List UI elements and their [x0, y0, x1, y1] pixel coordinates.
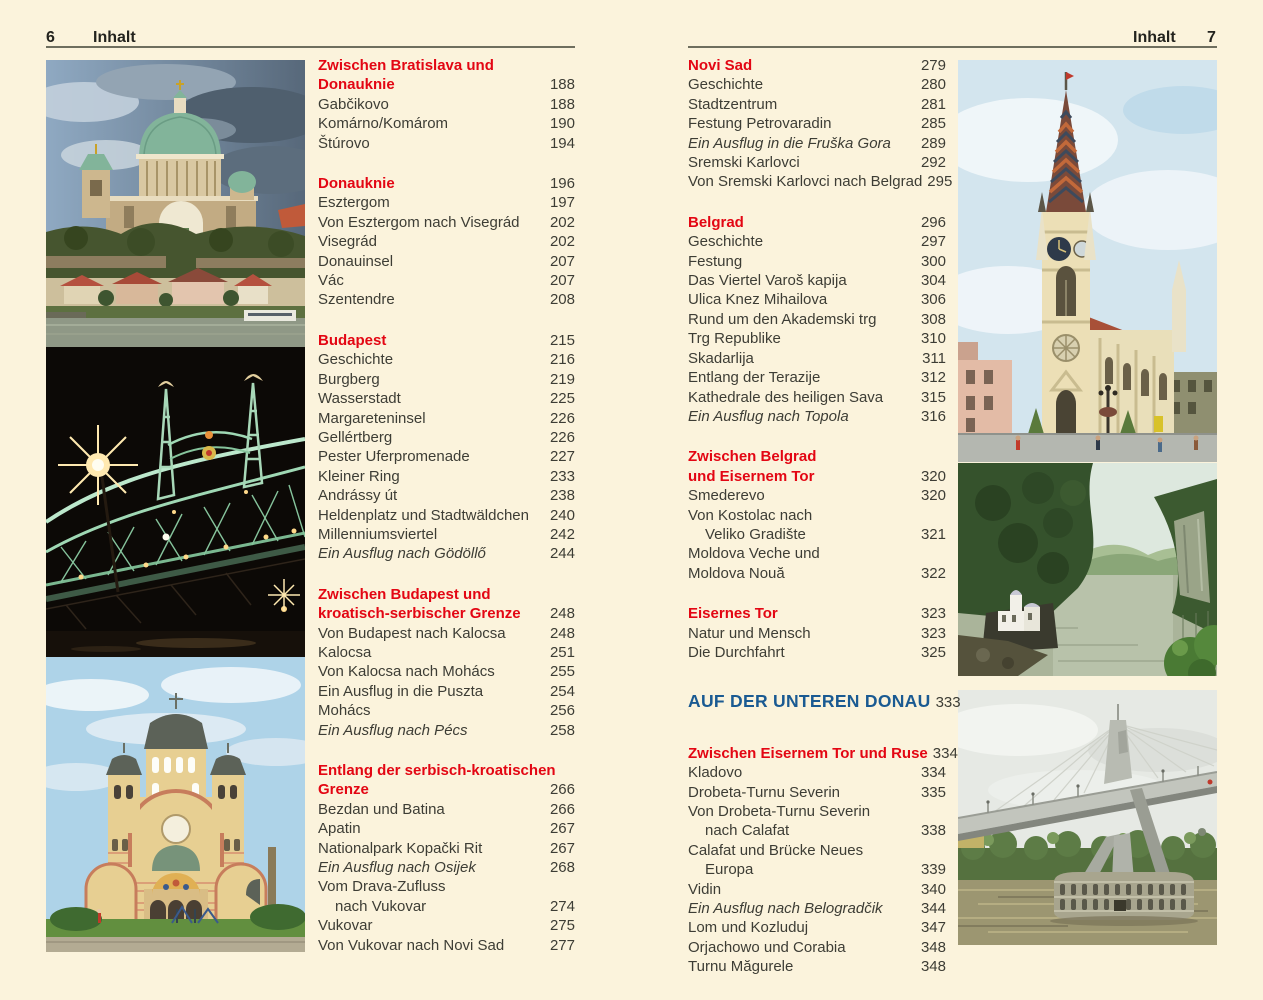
toc-entry	[688, 134, 946, 153]
toc-chapter-heading	[688, 447, 946, 466]
toc-entry	[688, 506, 946, 525]
toc-chapter-heading	[318, 75, 575, 94]
left-header-label: Inhalt	[93, 29, 136, 46]
toc-entry-label: Gabčikovo	[318, 95, 389, 113]
toc-entry	[318, 839, 575, 858]
toc-entry	[318, 389, 575, 408]
toc-entry-label: Kathedrale des heiligen Sava	[688, 388, 884, 406]
iron-gates-gorge-photo	[958, 463, 1217, 676]
toc-entry-label: Ulica Knez Mihailova	[688, 291, 828, 309]
toc-entry	[318, 486, 575, 505]
toc-entry	[688, 310, 946, 329]
toc-entry-label: Entlang der Terazije	[688, 369, 821, 387]
toc-entry-page-number: 197	[549, 194, 575, 212]
toc-entry-page-number: 334	[932, 744, 958, 762]
toc-entry-label: Stadtzentrum	[688, 95, 778, 113]
toc-entry	[688, 763, 946, 782]
toc-entry	[688, 899, 946, 918]
toc-section	[318, 174, 575, 310]
toc-entry	[318, 721, 575, 740]
toc-entry-label: Vukovar	[318, 917, 373, 935]
toc-entry-page-number: 289	[920, 134, 946, 152]
toc-part-heading	[688, 691, 961, 712]
toc-entry-page-number: 335	[920, 783, 946, 801]
toc-entry-page-number: 242	[549, 525, 575, 543]
toc-entry-label: Entlang der serbisch-kroatischen	[318, 762, 556, 779]
toc-entry	[688, 271, 946, 290]
toc-entry-page-number: 277	[549, 936, 575, 954]
toc-entry-label: Zwischen Eisernem Tor und Ruse	[688, 744, 928, 762]
toc-entry	[318, 800, 575, 819]
toc-entry	[688, 544, 946, 563]
toc-chapter-heading	[318, 604, 575, 623]
left-page-number: 6	[46, 29, 55, 46]
toc-entry-label: Nationalpark Kopački Rit	[318, 839, 483, 857]
toc-section	[688, 213, 946, 426]
toc-entry-page-number: 190	[549, 115, 575, 133]
toc-entry	[318, 877, 575, 896]
toc-entry-page-number: 292	[920, 154, 946, 172]
toc-chapter-heading	[318, 174, 575, 193]
toc-entry-label: Ein Ausflug in die Fruška Gora	[688, 134, 891, 152]
toc-entry-page-number: 339	[920, 861, 946, 879]
toc-entry	[318, 643, 575, 662]
toc-entry-page-number: 240	[549, 506, 575, 524]
apatin-orthodox-church-photo	[46, 657, 305, 952]
toc-entry-label: Heldenplatz und Stadtwäldchen	[318, 506, 529, 524]
toc-entry	[688, 918, 946, 937]
toc-entry-label: Apatin	[318, 820, 361, 838]
toc-entry	[688, 643, 946, 662]
new-europe-bridge-photo	[958, 690, 1217, 945]
toc-entry-page-number: 306	[920, 291, 946, 309]
toc-entry	[318, 897, 575, 916]
toc-entry-page-number: 258	[549, 721, 575, 739]
toc-entry-label: AUF DER UNTEREN DONAU	[688, 691, 931, 712]
toc-entry-label: Geschichte	[688, 76, 764, 94]
toc-entry-page-number: 225	[549, 390, 575, 408]
toc-entry-label: Orjachowo und Corabia	[688, 938, 846, 956]
toc-entry-label: Von Vukovar nach Novi Sad	[318, 936, 505, 954]
toc-entry-page-number: 315	[920, 388, 946, 406]
toc-chapter-heading	[318, 780, 575, 799]
toc-entry-page-number: 340	[920, 880, 946, 898]
toc-entry-page-number: 219	[549, 370, 575, 388]
toc-entry	[688, 802, 946, 821]
toc-entry-label: Komárno/Komárom	[318, 115, 449, 133]
toc-chapter-heading	[318, 585, 575, 604]
toc-entry	[318, 858, 575, 877]
right-header-rule	[688, 46, 1217, 48]
toc-entry-page-number: 297	[920, 233, 946, 251]
toc-entry-label: kroatisch-serbischer Grenze	[318, 605, 521, 623]
toc-entry-label: Andrássy út	[318, 487, 398, 505]
toc-entry-label: Margareteninsel	[318, 409, 426, 427]
toc-entry	[688, 938, 946, 957]
toc-entry-page-number: 227	[549, 448, 575, 466]
toc-entry	[688, 368, 946, 387]
toc-entry	[688, 486, 946, 505]
toc-entry-page-number: 347	[920, 919, 946, 937]
toc-chapter-heading	[688, 467, 946, 486]
right-header-label: Inhalt	[1133, 29, 1176, 46]
toc-entry-page-number: 226	[549, 409, 575, 427]
toc-entry-label: Eisernes Tor	[688, 605, 778, 623]
toc-entry	[318, 525, 575, 544]
toc-entry	[318, 290, 575, 309]
toc-entry	[318, 544, 575, 563]
toc-entry	[318, 936, 575, 955]
toc-entry-label: Sremski Karlovci	[688, 154, 800, 172]
toc-entry-label: Von Drobeta-Turnu Severin	[688, 803, 871, 820]
toc-entry-label: Wasserstadt	[318, 390, 401, 408]
toc-entry-label: nach Vukovar	[335, 897, 427, 915]
toc-entry-page-number: 325	[920, 643, 946, 661]
toc-entry-label: Kalocsa	[318, 643, 372, 661]
toc-entry-label: Zwischen Bratislava und	[318, 57, 494, 74]
toc-entry	[688, 75, 946, 94]
toc-entry-page-number: 194	[549, 134, 575, 152]
toc-entry-page-number: 244	[549, 545, 575, 563]
toc-chapter-heading	[688, 744, 958, 763]
toc-entry-label: Novi Sad	[688, 57, 753, 74]
toc-section	[688, 56, 953, 192]
toc-entry-label: Bezdan und Batina	[318, 800, 445, 818]
toc-entry	[688, 525, 946, 544]
toc-entry-label: Vác	[318, 272, 344, 290]
toc-chapter-heading	[318, 331, 575, 350]
toc-section	[318, 56, 575, 153]
toc-entry	[318, 134, 575, 153]
toc-entry-page-number: 266	[549, 781, 575, 799]
toc-entry	[688, 564, 946, 583]
toc-entry	[318, 95, 575, 114]
toc-entry-label: Die Durchfahrt	[688, 643, 785, 661]
toc-entry-page-number: 274	[549, 897, 575, 915]
toc-entry-page-number: 248	[549, 605, 575, 623]
novi-sad-church-photo	[958, 60, 1217, 462]
toc-entry	[318, 916, 575, 935]
toc-entry	[688, 841, 946, 860]
toc-entry-label: Belgrad	[688, 213, 744, 231]
toc-entry	[688, 232, 946, 251]
toc-entry	[688, 860, 946, 879]
toc-entry-page-number: 296	[920, 213, 946, 231]
toc-entry-label: Millenniumsviertel	[318, 525, 438, 543]
toc-entry-page-number: 310	[920, 330, 946, 348]
toc-entry	[318, 193, 575, 212]
toc-entry-label: Donauknie	[318, 76, 395, 94]
liberty-bridge-night-photo	[46, 347, 305, 657]
toc-entry-label: Burgberg	[318, 370, 380, 388]
toc-entry-label: Von Kalocsa nach Mohács	[318, 663, 495, 681]
toc-entry-label: Moldova Nouă	[688, 564, 785, 582]
toc-entry-page-number: 323	[920, 624, 946, 642]
toc-entry-page-number: 334	[920, 764, 946, 782]
toc-entry-label: Von Budapest nach Kalocsa	[318, 624, 506, 642]
toc-entry-page-number: 279	[920, 57, 946, 74]
toc-entry-page-number: 202	[549, 233, 575, 251]
toc-entry	[318, 232, 575, 251]
toc-entry	[688, 290, 946, 309]
toc-entry-label: Mohács	[318, 702, 371, 720]
toc-part-section	[688, 691, 961, 712]
toc-entry	[318, 624, 575, 643]
toc-entry-page-number: 196	[549, 175, 575, 193]
toc-entry-page-number: 304	[920, 272, 946, 290]
toc-entry-label: und Eisernem Tor	[688, 467, 815, 485]
toc-entry	[318, 467, 575, 486]
toc-entry	[688, 880, 946, 899]
toc-entry-page-number: 207	[549, 272, 575, 290]
new-europe-bridge-illustration	[958, 690, 1217, 945]
toc-entry	[688, 153, 946, 172]
toc-entry	[318, 409, 575, 428]
toc-entry-label: Drobeta-Turnu Severin	[688, 783, 841, 801]
toc-section	[318, 761, 575, 955]
toc-entry-label: Grenze	[318, 781, 369, 799]
toc-entry	[688, 172, 953, 191]
toc-entry-page-number: 285	[920, 115, 946, 133]
toc-entry	[688, 388, 946, 407]
toc-entry-page-number: 348	[920, 938, 946, 956]
esztergom-basilica-photo	[46, 60, 305, 347]
toc-entry-label: Skadarlija	[688, 349, 754, 367]
iron-gates-gorge-illustration	[958, 463, 1217, 676]
toc-entry-page-number: 322	[920, 564, 946, 582]
toc-entry-label: Festung	[688, 252, 743, 270]
toc-entry-page-number: 321	[920, 525, 946, 543]
toc-entry-page-number: 267	[549, 839, 575, 857]
toc-entry-label: Ein Ausflug nach Osijek	[318, 859, 476, 877]
toc-entry-label: Das Viertel Varoš kapija	[688, 272, 847, 290]
toc-entry-label: Lom und Kozluduj	[688, 919, 809, 937]
toc-entry-label: Zwischen Budapest und	[318, 585, 491, 603]
toc-entry-label: Esztergom	[318, 194, 390, 212]
toc-entry-label: Kladovo	[688, 764, 743, 782]
toc-entry-label: Ein Ausflug nach Belogradčik	[688, 900, 883, 918]
toc-entry-page-number: 320	[920, 467, 946, 485]
toc-entry-label: nach Calafat	[705, 822, 790, 840]
toc-entry-page-number: 275	[549, 917, 575, 935]
toc-entry-label: Von Sremski Karlovci nach Belgrad	[688, 173, 923, 191]
toc-entry	[318, 271, 575, 290]
toc-entry-label: Von Esztergom nach Visegrád	[318, 213, 520, 231]
toc-entry-page-number: 226	[549, 428, 575, 446]
toc-entry-page-number: 333	[935, 694, 961, 712]
toc-entry-label: Moldova Veche und	[688, 545, 820, 563]
toc-entry-page-number: 215	[549, 331, 575, 349]
toc-section	[688, 447, 946, 583]
toc-entry-label: Festung Petrovaradin	[688, 115, 832, 133]
toc-entry-label: Rund um den Akademski trg	[688, 310, 877, 328]
toc-entry-page-number: 233	[549, 467, 575, 485]
toc-entry	[318, 350, 575, 369]
toc-entry	[318, 252, 575, 271]
toc-entry-page-number: 311	[922, 349, 946, 367]
toc-entry-page-number: 254	[549, 682, 575, 700]
toc-entry-label: Gellértberg	[318, 428, 393, 446]
left-header-rule	[46, 46, 575, 48]
esztergom-basilica-illustration	[46, 60, 305, 347]
toc-column-left	[318, 56, 575, 976]
toc-entry-label: Zwischen Belgrad	[688, 448, 817, 466]
toc-entry-label: Geschichte	[318, 351, 394, 369]
toc-section	[318, 585, 575, 740]
toc-entry-label: Štúrovo	[318, 134, 370, 152]
toc-entry-label: Veliko Gradište	[705, 525, 806, 543]
toc-entry-page-number: 320	[920, 487, 946, 505]
toc-entry-page-number: 323	[920, 605, 946, 623]
toc-chapter-heading	[688, 213, 946, 232]
toc-entry-label: Trg Republike	[688, 330, 781, 348]
toc-entry-page-number: 281	[920, 95, 946, 113]
toc-entry	[318, 662, 575, 681]
toc-entry-page-number: 256	[549, 702, 575, 720]
toc-entry-page-number: 202	[549, 213, 575, 231]
toc-entry	[318, 701, 575, 720]
toc-entry	[688, 783, 946, 802]
toc-entry-label: Von Kostolac nach	[688, 506, 813, 524]
toc-entry-label: Budapest	[318, 331, 387, 349]
toc-entry-page-number: 207	[549, 252, 575, 270]
toc-entry-label: Europa	[705, 861, 754, 879]
toc-entry-page-number: 188	[549, 76, 575, 94]
toc-entry-page-number: 308	[920, 310, 946, 328]
toc-entry	[688, 821, 946, 840]
toc-entry-page-number: 280	[920, 76, 946, 94]
toc-entry-page-number: 344	[920, 900, 946, 918]
toc-entry	[318, 114, 575, 133]
toc-entry-page-number: 267	[549, 820, 575, 838]
liberty-bridge-illustration	[46, 347, 305, 657]
apatin-church-illustration	[46, 657, 305, 952]
toc-column-right	[688, 56, 961, 998]
toc-chapter-heading	[688, 56, 946, 75]
toc-entry-label: Smederevo	[688, 487, 765, 505]
toc-entry-page-number: 348	[920, 958, 946, 976]
toc-entry-label: Visegrád	[318, 233, 377, 251]
toc-entry-page-number: 300	[920, 252, 946, 270]
toc-entry	[318, 213, 575, 232]
toc-entry-label: Ein Ausflug in die Puszta	[318, 682, 484, 700]
toc-entry	[688, 95, 946, 114]
toc-entry-page-number: 312	[920, 369, 946, 387]
toc-section	[688, 744, 958, 977]
toc-section	[688, 604, 946, 662]
toc-entry-page-number: 216	[549, 351, 575, 369]
toc-entry	[318, 447, 575, 466]
toc-entry-page-number: 338	[920, 822, 946, 840]
toc-chapter-heading	[318, 56, 575, 75]
toc-entry-page-number: 238	[549, 487, 575, 505]
toc-section	[318, 331, 575, 564]
toc-entry-label: Calafat und Brücke Neues	[688, 841, 864, 859]
toc-entry-page-number: 251	[549, 643, 575, 661]
toc-entry-label: Turnu Măgurele	[688, 958, 794, 976]
novi-sad-church-illustration	[958, 60, 1217, 462]
toc-entry-label: Vidin	[688, 880, 722, 898]
toc-entry-page-number: 266	[549, 800, 575, 818]
toc-entry	[318, 370, 575, 389]
toc-entry-label: Vom Drava-Zufluss	[318, 878, 446, 896]
toc-entry	[688, 114, 946, 133]
toc-entry-page-number: 295	[927, 173, 953, 191]
toc-entry	[318, 819, 575, 838]
toc-entry-label: Ein Ausflug nach Gödöllő	[318, 545, 486, 563]
toc-entry-page-number: 248	[549, 624, 575, 642]
toc-chapter-heading	[318, 761, 575, 780]
toc-entry-label: Geschichte	[688, 233, 764, 251]
toc-entry-label: Kleiner Ring	[318, 467, 400, 485]
toc-entry	[688, 349, 946, 368]
toc-entry-label: Natur und Mensch	[688, 624, 811, 642]
toc-entry-label: Donauknie	[318, 175, 395, 193]
toc-chapter-heading	[688, 604, 946, 623]
toc-entry	[688, 252, 946, 271]
toc-entry-label: Pester Uferpromenade	[318, 448, 470, 466]
toc-entry-label: Szentendre	[318, 291, 395, 309]
toc-entry	[688, 957, 946, 976]
right-page-number: 7	[1207, 29, 1216, 46]
toc-entry-page-number: 255	[549, 663, 575, 681]
toc-entry	[318, 428, 575, 447]
toc-entry-label: Ein Ausflug nach Topola	[688, 407, 849, 425]
toc-entry-page-number: 188	[549, 95, 575, 113]
toc-entry-label: Ein Ausflug nach Pécs	[318, 721, 468, 739]
toc-entry-page-number: 208	[549, 291, 575, 309]
toc-entry-page-number: 316	[920, 407, 946, 425]
toc-entry	[318, 506, 575, 525]
toc-entry	[688, 329, 946, 348]
toc-entry	[688, 407, 946, 426]
toc-entry-label: Donauinsel	[318, 252, 394, 270]
toc-entry	[688, 624, 946, 643]
toc-entry	[318, 682, 575, 701]
toc-entry-page-number: 268	[549, 859, 575, 877]
